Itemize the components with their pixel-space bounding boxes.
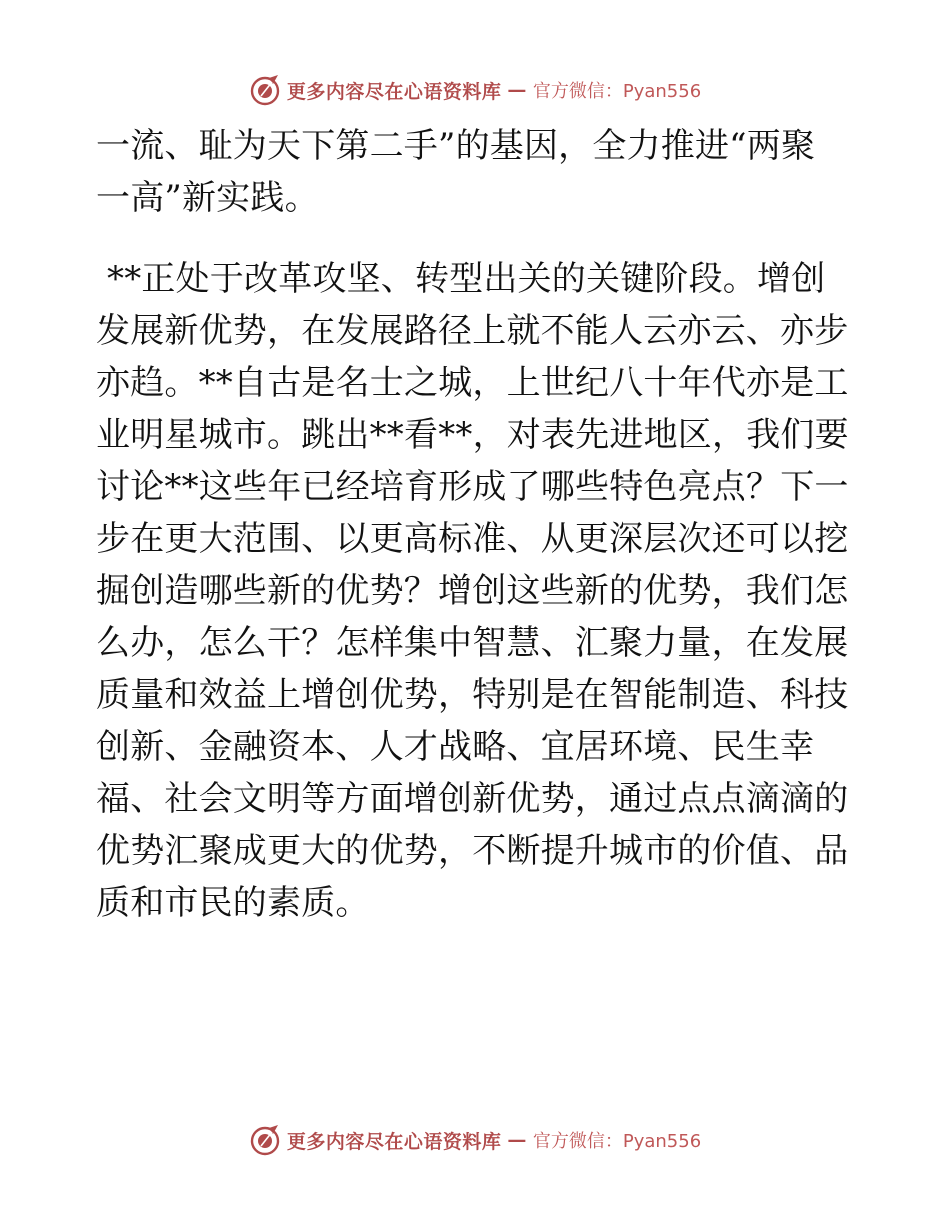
header-wechat-text: 官方微信：Pyan556 <box>532 81 702 102</box>
text-line: 亦趋。**自古是名士之城，上世纪八十年代亦是工 <box>96 363 849 403</box>
paragraph-spacer <box>96 224 852 253</box>
text-line: 优势汇聚成更大的优势，不断提升城市的价值、品 <box>96 831 849 871</box>
footer-dash: — <box>507 1129 527 1151</box>
text-line: 福、社会文明等方面增创新优势，通过点点滴滴的 <box>96 779 849 819</box>
quill-logo-icon <box>249 74 281 106</box>
text-line: 一流、耻为天下第二手”的基因，全力推进“两聚 <box>96 126 816 166</box>
text-line: 么办，怎么干？怎样集中智慧、汇聚力量，在发展 <box>96 623 849 663</box>
text-line: **正处于改革攻坚、转型出关的关键阶段。增创 <box>96 259 826 299</box>
paragraph-2 <box>96 253 852 929</box>
text-line: 创新、金融资本、人才战略、宜居环境、民生幸 <box>96 727 815 767</box>
text-line: 发展新优势，在发展路径上就不能人云亦云、亦步 <box>96 311 849 351</box>
paragraph-1 <box>96 120 852 224</box>
document-body <box>96 120 852 929</box>
quill-logo-icon <box>249 1124 281 1156</box>
text-line: 讨论**这些年已经培育形成了哪些特色亮点？下一 <box>96 467 849 507</box>
text-line: 一高”新实践。 <box>96 178 319 218</box>
header-brand-text: 更多内容尽在心语资料库 <box>286 80 502 103</box>
text-line: 业明星城市。跳出**看**，对表先进地区，我们要 <box>96 415 849 455</box>
text-line: 质量和效益上增创优势，特别是在智能制造、科技 <box>96 675 849 715</box>
text-line: 步在更大范围、以更高标准、从更深层次还可以挖 <box>96 519 849 559</box>
header-dash: — <box>507 79 527 101</box>
text-line: 掘创造哪些新的优势？增创这些新的优势，我们怎 <box>96 571 849 611</box>
footer-brand-text: 更多内容尽在心语资料库 <box>286 1130 502 1153</box>
footer-wechat-text: 官方微信：Pyan556 <box>532 1131 702 1152</box>
footer-banner <box>0 1120 950 1160</box>
text-line: 质和市民的素质。 <box>96 883 370 923</box>
header-banner <box>0 70 950 110</box>
